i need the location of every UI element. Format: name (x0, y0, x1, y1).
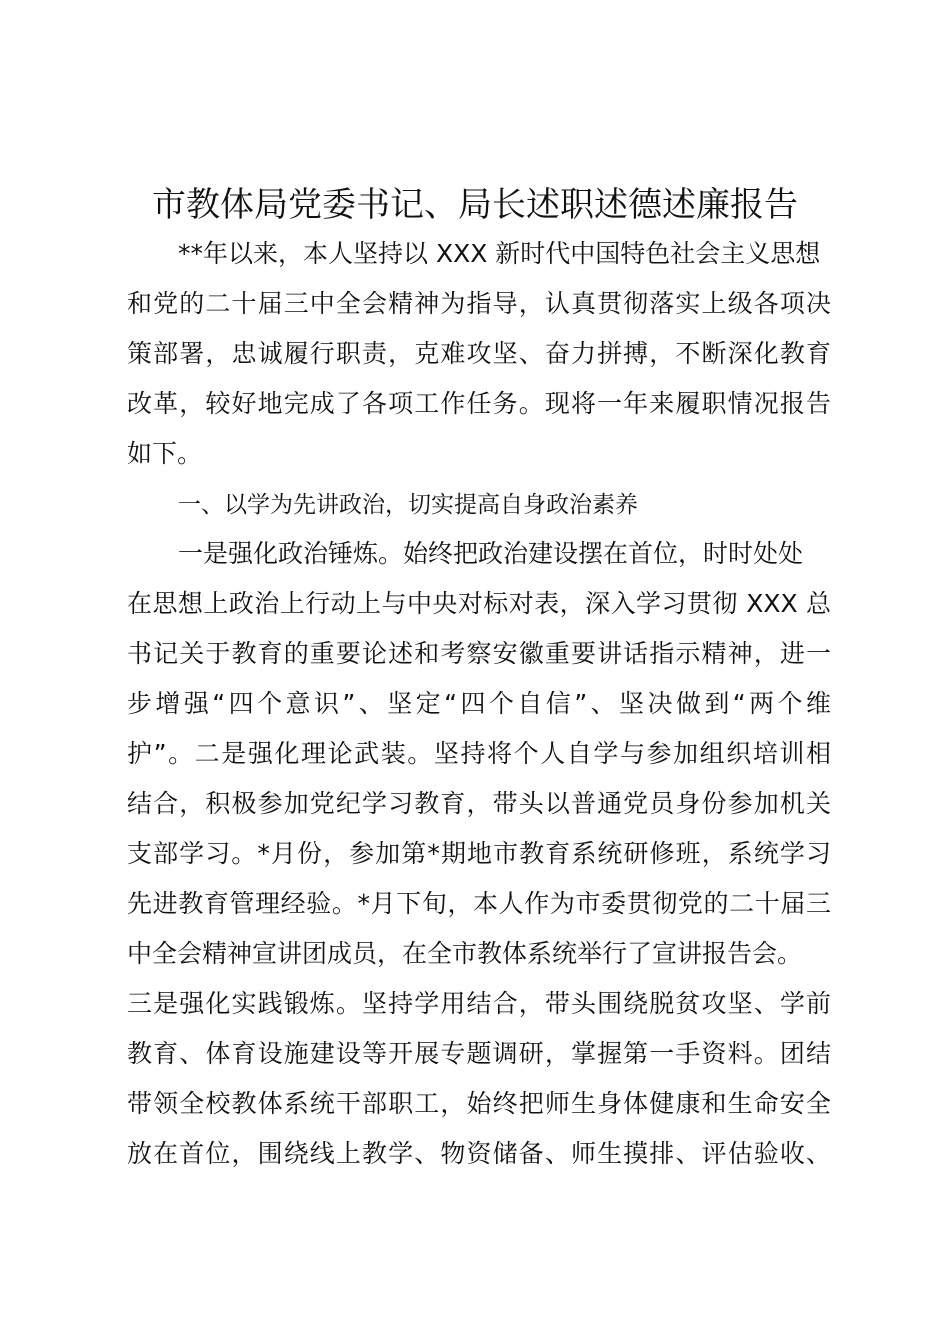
body-line: 一是强化政治锤炼。始终把政治建设摆在首位，时时处处 (178, 539, 804, 568)
body-line: 中全会精神宣讲团成员，在全市教体系统举行了宣讲报告会。 (127, 939, 803, 968)
body-line: 步增强“四个意识”、坚定“四个自信”、坚决做到“两个维 (127, 689, 831, 718)
intro-line: 和党的二十届三中全会精神为指导，认真贯彻落实上级各项决 (127, 289, 831, 318)
intro-line: **年以来，本人坚持以 XXX 新时代中国特色社会主义思想 (178, 239, 821, 268)
body-line: 结合，积极参加党纪学习教育，带头以普通党员身份参加机关 (127, 789, 831, 818)
body-line: 教育、体育设施建设等开展专题调研，掌握第一手资料。团结 (127, 1039, 831, 1068)
intro-line: 如下。 (127, 439, 203, 468)
section-heading: 一、以学为先讲政治，切实提高自身政治素养 (178, 492, 638, 518)
intro-line: 改革，较好地完成了各项工作任务。现将一年来履职情况报告 (127, 389, 831, 418)
body-line: 护”。二是强化理论武装。坚持将个人自学与参加组织培训相 (127, 739, 831, 768)
body-line: 带领全校教体系统干部职工，始终把师生身体健康和生命安全 (127, 1089, 831, 1118)
body-line: 先进教育管理经验。*月下旬，本人作为市委贯彻党的二十届三 (127, 889, 831, 918)
body-line: 放在首位，围绕线上教学、物资储备、师生摸排、评估验收、 (127, 1139, 831, 1168)
intro-line: 策部署，忠诚履行职责，克难攻坚、奋力拼搏，不断深化教育 (127, 339, 831, 368)
document-title: 市教体局党委书记、局长述职述德述廉报告 (152, 185, 798, 225)
body-line: 在思想上政治上行动上与中央对标对表，深入学习贯彻 XXX 总 (127, 589, 831, 618)
body-line: 三是强化实践锻炼。坚持学用结合，带头围绕脱贫攻坚、学前 (127, 989, 831, 1018)
body-line: 支部学习。*月份，参加第*期地市教育系统研修班，系统学习 (127, 839, 831, 868)
body-line: 书记关于教育的重要论述和考察安徽重要讲话指示精神，进一 (127, 639, 831, 668)
